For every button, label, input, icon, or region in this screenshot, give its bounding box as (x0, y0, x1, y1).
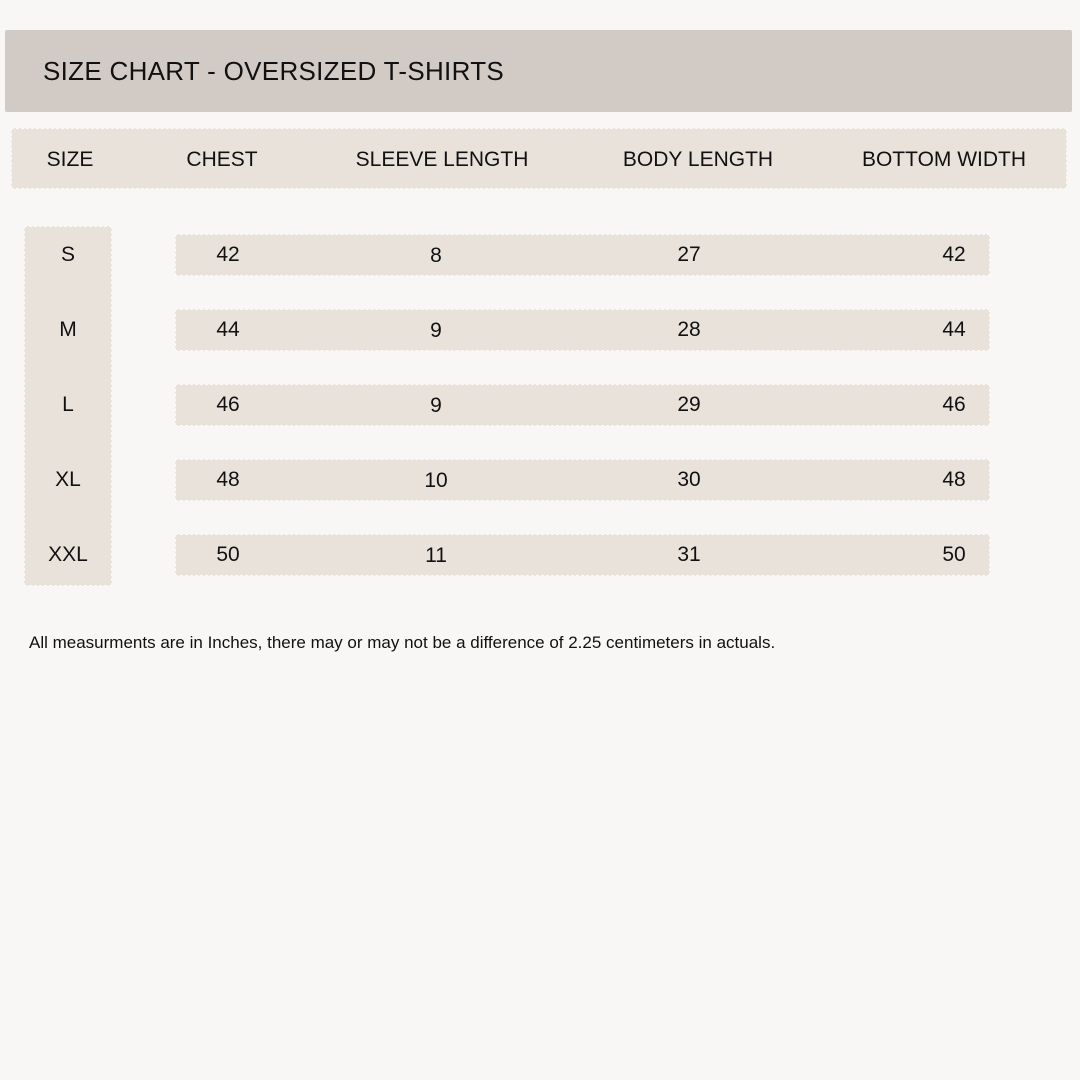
column-header-sleeve-length: SLEEVE LENGTH (355, 148, 529, 171)
body-length-value: 31 (677, 543, 701, 566)
body-length-value: 28 (677, 318, 701, 341)
size-label: M (59, 318, 77, 341)
chest-value: 48 (216, 468, 240, 491)
chest-value: 42 (216, 243, 240, 266)
size-label: XXL (48, 543, 88, 566)
table-row (175, 309, 990, 351)
title-bar (5, 30, 1072, 112)
chest-value: 50 (216, 543, 240, 566)
footnote: All measurments are in Inches, there may or may not be a difference of 2.25 centimeters in actuals. (29, 633, 776, 652)
size-column (24, 226, 112, 586)
sleeve-length-value: 10 (424, 469, 448, 492)
body-length-value: 29 (677, 393, 701, 416)
column-header-chest: CHEST (186, 148, 258, 171)
size-label: L (62, 393, 74, 416)
chest-value: 44 (216, 318, 240, 341)
size-label: XL (55, 468, 81, 491)
column-header-size: SIZE (46, 148, 94, 171)
bottom-width-value: 42 (942, 243, 966, 266)
sleeve-length-value: 11 (425, 544, 447, 567)
table-row (175, 384, 990, 426)
table-row (175, 234, 990, 276)
table-row (175, 534, 990, 576)
size-label: S (60, 243, 75, 266)
table-header (11, 128, 1067, 189)
column-header-bottom-width: BOTTOM WIDTH (861, 148, 1027, 171)
bottom-width-value: 48 (942, 468, 966, 491)
sleeve-length-value: 9 (430, 319, 442, 342)
table-row (175, 459, 990, 501)
bottom-width-value: 50 (942, 543, 966, 566)
body-length-value: 27 (677, 243, 701, 266)
body-length-value: 30 (677, 468, 701, 491)
bottom-width-value: 46 (942, 393, 966, 416)
bottom-width-value: 44 (942, 318, 966, 341)
chest-value: 46 (216, 393, 240, 416)
sleeve-length-value: 8 (430, 244, 442, 267)
column-header-body-length: BODY LENGTH (622, 148, 774, 171)
page-title: SIZE CHART - OVERSIZED T-SHIRTS (43, 56, 505, 86)
sleeve-length-value: 9 (430, 394, 442, 417)
